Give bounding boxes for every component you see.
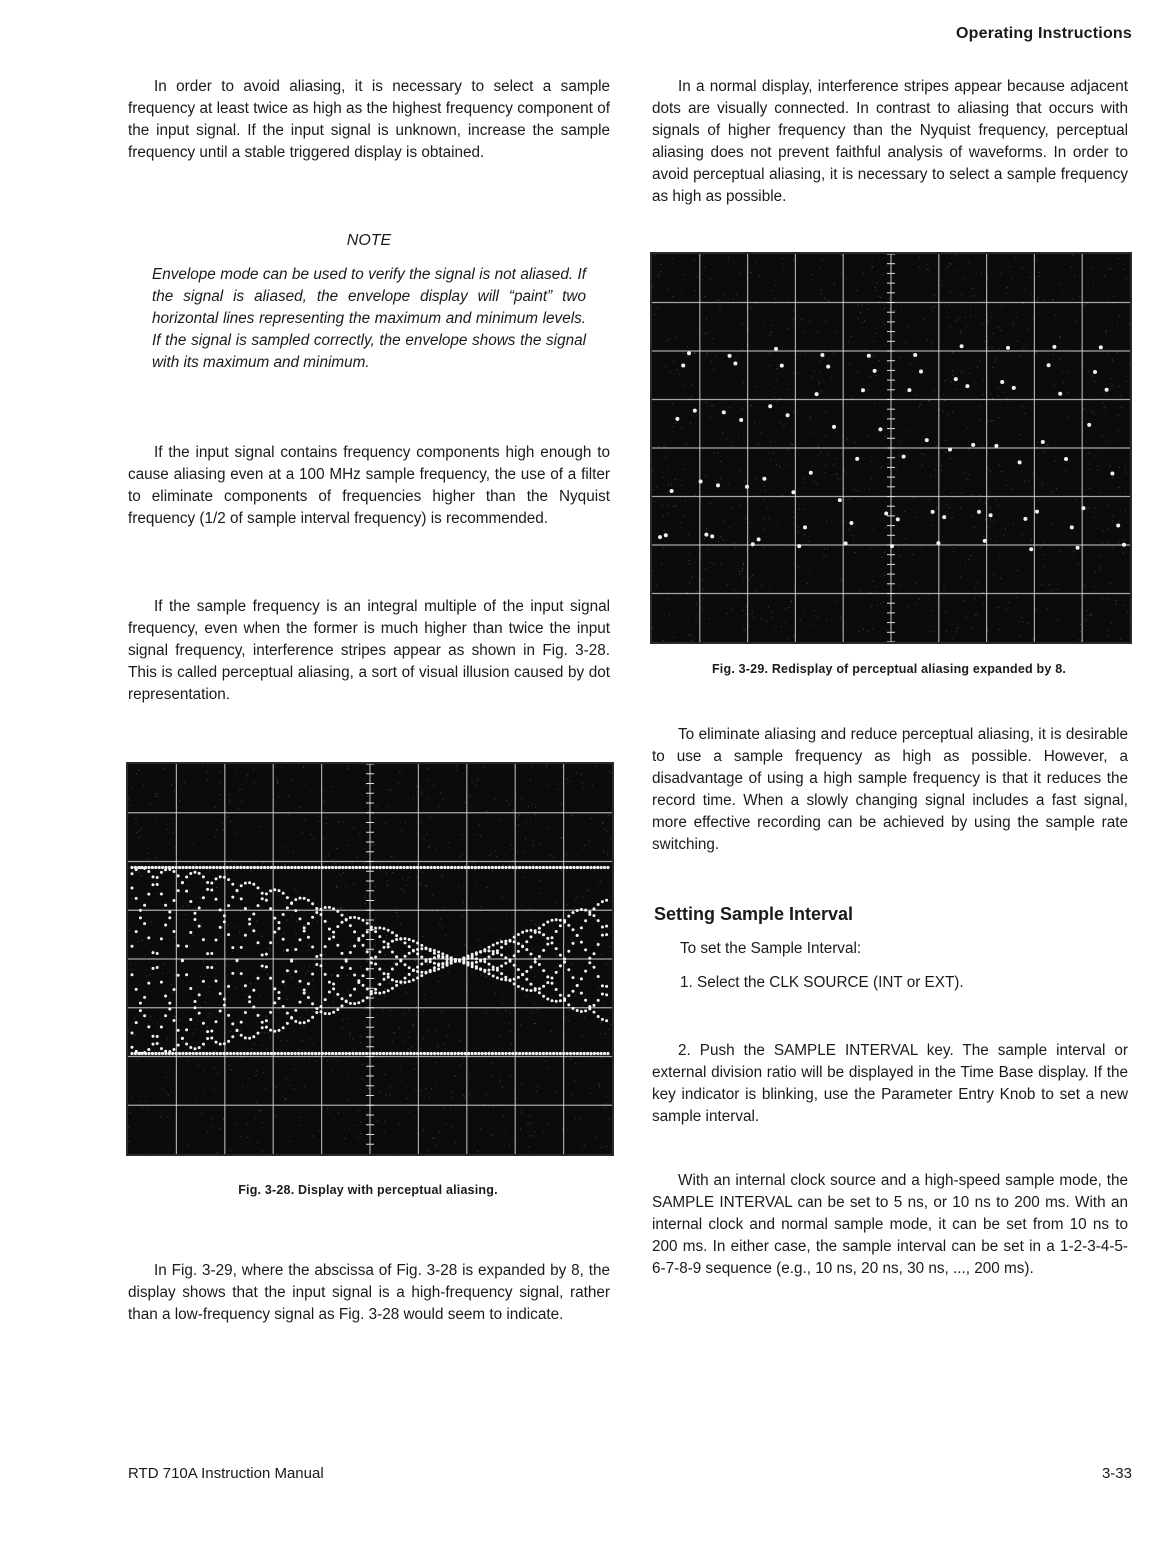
note-body: Envelope mode can be used to verify the signal is not aliased. If the signal is aliased, the envelope display will “paint” two horizontal lines representing the maximum and minimum levels. If the signal is sampled correctly, the envelope shows the signal with its maximum and minimum. bbox=[152, 266, 586, 371]
section-intro: To set the Sample Interval: bbox=[680, 940, 862, 957]
note-title: NOTE bbox=[346, 232, 392, 249]
figure-3-28-scope-display bbox=[126, 762, 614, 1156]
paragraph-perceptual-aliasing bbox=[128, 596, 610, 706]
scope-waveform-fig-3-28 bbox=[128, 764, 612, 1154]
paragraph-sample-interval-ranges bbox=[652, 1170, 1128, 1280]
figure-3-29-scope-display bbox=[650, 252, 1132, 644]
section-heading-setting-sample-interval: Setting Sample Interval bbox=[654, 904, 854, 924]
paragraph-text: If the input signal contains frequency components high enough to cause aliasing even at a 100 MHz sample frequency, the use of a filter to eliminate components of frequencies higher than the Nyquist frequency (1/2 of sample interval frequency) is recommended. bbox=[128, 444, 610, 527]
running-header: Operating Instructions bbox=[956, 25, 1132, 42]
paragraph-text: In a normal display, interference stripes appear because adjacent dots are visually connected. In contrast to aliasing that occurs with signals of higher frequency than the Nyquist frequency, perceptual aliasing does not prevent faithful analysis of waveforms. In order to avoid perceptual aliasing, it is necessary to select a sample frequency as high as possible. bbox=[652, 78, 1128, 205]
paragraph-eliminate-aliasing bbox=[652, 724, 1128, 856]
paragraph-filter-recommendation bbox=[128, 442, 610, 530]
step-1: 1. Select the CLK SOURCE (INT or EXT). bbox=[680, 974, 964, 991]
footer-manual-title: RTD 710A Instruction Manual bbox=[128, 1465, 324, 1482]
paragraph-text: In Fig. 3-29, where the abscissa of Fig. 3-28 is expanded by 8, the display shows that the input signal is a high-frequency signal, rather than a low-frequency signal as Fig. 3-28 would seem to indicate. bbox=[128, 1262, 610, 1323]
scope-waveform-fig-3-29 bbox=[652, 254, 1130, 642]
paragraph-text: 2. Push the SAMPLE INTERVAL key. The sample interval or external division ratio will be displayed in the Time Base display. If the key indicator is blinking, use the Parameter Entry Knob to set a new sample interval. bbox=[652, 1042, 1128, 1125]
paragraph-aliasing-intro bbox=[128, 76, 610, 164]
figure-3-28-caption: Fig. 3-28. Display with perceptual aliasing. bbox=[238, 1183, 498, 1197]
paragraph-interference-stripes bbox=[652, 76, 1128, 208]
paragraph-text: If the sample frequency is an integral multiple of the input signal frequency, even when the former is much higher than twice the input signal frequency, interference stripes appear as shown in Fig. 3-28. This is called perceptual aliasing, a sort of visual illusion caused by dot representation. bbox=[128, 598, 610, 703]
paragraph-text: To eliminate aliasing and reduce perceptual aliasing, it is desirable to use a sample frequency as high as possible. However, a disadvantage of using a high sample frequency is that it reduces the record time. When a slowly changing signal includes a fast signal, more effective recording can be achieved by using the sample rate switching. bbox=[652, 726, 1128, 853]
paragraph-text: With an internal clock source and a high-speed sample mode, the SAMPLE INTERVAL can be set to 5 ns, or 10 ns to 200 ms. With an internal clock and normal sample mode, it can be set from 10 ns to 200 ms. In either case, the sample interval can be set in a 1-2-3-4-5-6-7-8-9 sequence (e.g., 10 ns, 20 ns, 30 ns, ..., 200 ms). bbox=[652, 1172, 1128, 1277]
paragraph-text: In order to avoid aliasing, it is necessary to select a sample frequency at least twice as high as the highest frequency component of the input signal. If the input signal is unknown, increase the sample frequency until a stable triggered display is obtained. bbox=[128, 78, 610, 161]
step-2 bbox=[652, 1040, 1128, 1128]
footer-page-number: 3-33 bbox=[1101, 1465, 1132, 1482]
figure-3-29-caption: Fig. 3-29. Redisplay of perceptual aliasing expanded by 8. bbox=[711, 662, 1067, 676]
paragraph-fig-3-29-explanation bbox=[128, 1260, 610, 1326]
